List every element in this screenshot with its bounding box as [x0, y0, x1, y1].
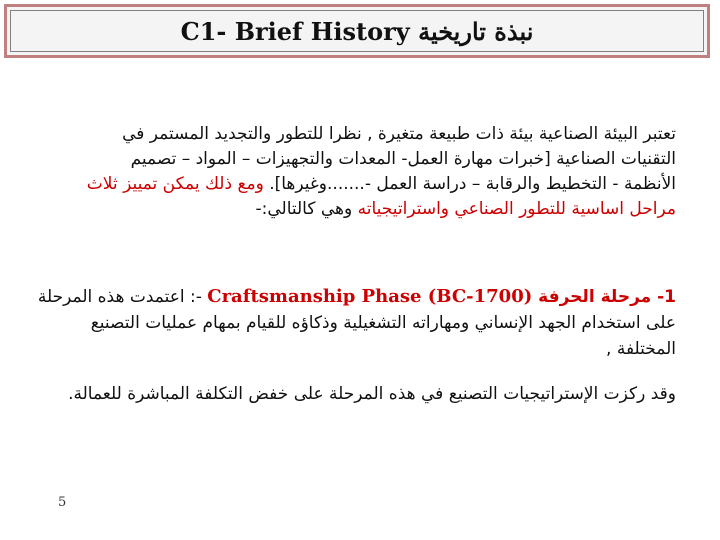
slide-title: C1- Brief History نبذة تاريخية: [180, 16, 534, 46]
intro-line-4-highlight: مراحل اساسية للتطور الصناعي واستراتيجياته: [357, 199, 676, 219]
intro-line-1: تعتبر البيئة الصناعية بيئة ذات طبيعة متغيرة , نظرا للتطور والتجديد المستمر في: [122, 124, 676, 144]
intro-line-3: [36, 172, 676, 197]
intro-paragraph: [36, 122, 676, 222]
phase-1-line-3: المختلفة ,: [606, 339, 676, 359]
phase-1-heading-latin: (Craftsmanship Phase (BC-1700: [207, 286, 533, 307]
page-number: 5: [58, 495, 67, 510]
intro-line-4-text: وهي كالتالي:-: [255, 199, 358, 219]
intro-line-3-text: الأنظمة - التخطيط والرقابة – دراسة العمل -.......وغيرها].: [263, 174, 676, 194]
phase-1-heading-arabic: 1- مرحلة الحرفة: [532, 287, 676, 307]
phase-1-heading-line: [36, 284, 676, 310]
slide-title-inner: [10, 10, 704, 52]
phase-1-line-2: على استخدام الجهد الإنساني ومهاراته التشغيلية وذكاؤه للقيام بمهام عمليات التصنيع: [90, 313, 676, 333]
phase-1-heading-rest: -: اعتمدت هذه المرحلة: [37, 287, 208, 307]
intro-line-4: [36, 197, 676, 222]
phase-1-paragraph: [36, 284, 676, 362]
intro-line-3-highlight: ومع ذلك يمكن تمييز ثلاث: [86, 174, 264, 194]
intro-line-2: التقنيات الصناعية [خبرات مهارة العمل- المعدات والتجهيزات – المواد – تصميم: [130, 149, 676, 169]
strategy-paragraph: [36, 382, 676, 407]
slide-title-box: [4, 4, 710, 58]
strategy-line-1: وقد ركزت الإستراتيجيات التصنيع في هذه المرحلة على خفض التكلفة المباشرة للعمالة.: [68, 384, 676, 404]
